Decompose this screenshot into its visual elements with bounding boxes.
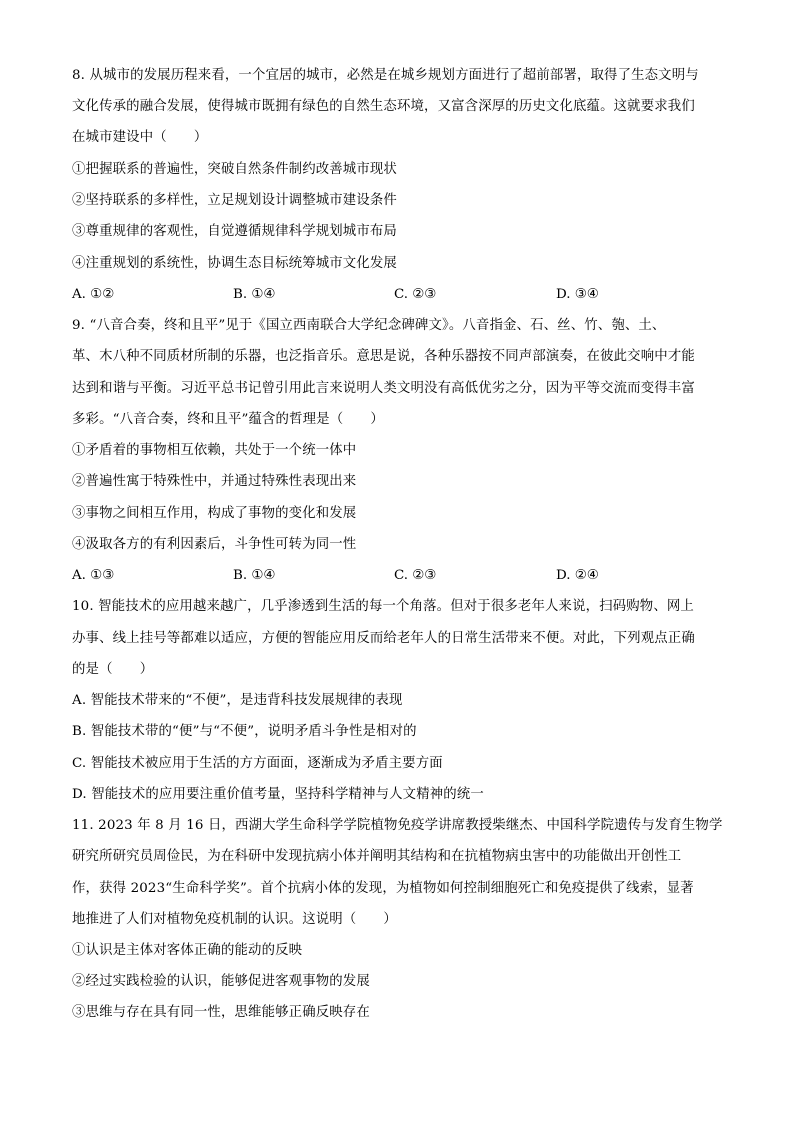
question-9-option-b: B. ①④ — [233, 568, 276, 583]
question-11-statement-3: ③思维与存在具有同一性，思维能够正确反映存在 — [72, 1005, 370, 1020]
question-9-statement-4: ④汲取各方的有利因素后，斗争性可转为同一性 — [72, 537, 357, 552]
question-8-option-d: D. ③④ — [556, 287, 599, 302]
question-9-stem-line-1: 9. “八音合奏，终和且平”见于《国立西南联合大学纪念碑碑文》。八音指金、石、丝、竹、匏、土、 — [72, 318, 666, 333]
question-11-stem-line-3: 作，获得 2023“生命科学奖”。首个抗病小体的发现，为植物如何控制细胞死亡和免疫提供了线索，显著 — [72, 881, 694, 896]
question-10-option-d: D. 智能技术的应用要注重价值考量，坚持科学精神与人文精神的统一 — [72, 787, 484, 802]
question-10-option-b: B. 智能技术带的“便”与“不便”，说明矛盾斗争性是相对的 — [72, 724, 417, 739]
question-8-stem-line-1: 8. 从城市的发展历程来看，一个宜居的城市，必然是在城乡规划方面进行了超前部署，取得了生态文明与 — [72, 68, 699, 83]
question-10-option-a: A. 智能技术带来的“不便”，是违背科技发展规律的表现 — [72, 693, 403, 708]
question-11-statement-2: ②经过实践检验的认识，能够促进客观事物的发展 — [72, 974, 370, 989]
question-8-statement-2: ②坚持联系的多样性，立足规划设计调整城市建设条件 — [72, 193, 397, 208]
question-8-statement-1: ①把握联系的普遍性，突破自然条件制约改善城市现状 — [72, 162, 397, 177]
question-9-option-d: D. ②④ — [556, 568, 599, 583]
question-10-stem-line-3: 的是（ ） — [72, 662, 154, 677]
question-9-stem-line-4: 多彩。“八音合奏，终和且平”蕴含的哲理是（ ） — [72, 412, 384, 427]
question-8-statement-3: ③尊重规律的客观性，自觉遵循规律科学规划城市布局 — [72, 224, 397, 239]
question-9-option-a: A. ①③ — [72, 568, 115, 583]
question-11-stem-line-4: 地推进了人们对植物免疫机制的认识。这说明（ ） — [72, 912, 397, 927]
question-9-statement-3: ③事物之间相互作用，构成了事物的变化和发展 — [72, 506, 357, 521]
question-10-stem-line-1: 10. 智能技术的应用越来越广，几乎渗透到生活的每一个角落。但对于很多老年人来说，扫码购物、网上 — [72, 599, 694, 614]
question-10-option-c: C. 智能技术被应用于生活的方方面面，逐渐成为矛盾主要方面 — [72, 756, 443, 771]
question-11-stem-line-2: 研究所研究员周俭民，为在科研中发现抗病小体并阐明其结构和在抗植物病虫害中的功能做出开创性工 — [72, 849, 682, 864]
question-8-stem-line-3: 在城市建设中（ ） — [72, 130, 208, 145]
question-8-option-c: C. ②③ — [394, 287, 437, 302]
question-8-stem-line-2: 文化传承的融合发展，使得城市既拥有绿色的自然生态环境，又富含深厚的历史文化底蕴。这就要求我们 — [72, 99, 695, 114]
question-8-statement-4: ④注重规划的系统性，协调生态目标统筹城市文化发展 — [72, 256, 397, 271]
question-11-stem-line-1: 11. 2023 年 8 月 16 日，西湖大学生命科学学院植物免疫学讲席教授柴继杰、中国科学院遗传与发育生物学 — [72, 818, 723, 833]
question-9-statement-2: ②普遍性寓于特殊性中，并通过特殊性表现出来 — [72, 474, 357, 489]
question-11-statement-1: ①认识是主体对客体正确的能动的反映 — [72, 943, 303, 958]
question-9-option-c: C. ②③ — [394, 568, 437, 583]
question-8-option-a: A. ①② — [72, 287, 115, 302]
question-10-stem-line-2: 办事、线上挂号等都难以适应，方便的智能应用反而给老年人的日常生活带来不便。对此，下列观点正确 — [72, 631, 695, 646]
question-9-statement-1: ①矛盾着的事物相互依赖，共处于一个统一体中 — [72, 443, 357, 458]
question-8-option-b: B. ①④ — [233, 287, 276, 302]
question-9-stem-line-2: 革、木八种不同质材所制的乐器，也泛指音乐。意思是说，各种乐器按不同声部演奏，在彼此交响中才能 — [72, 349, 695, 364]
question-9-stem-line-3: 达到和谐与平衡。习近平总书记曾引用此言来说明人类文明没有高低优劣之分，因为平等交流而变得丰富 — [72, 381, 695, 396]
